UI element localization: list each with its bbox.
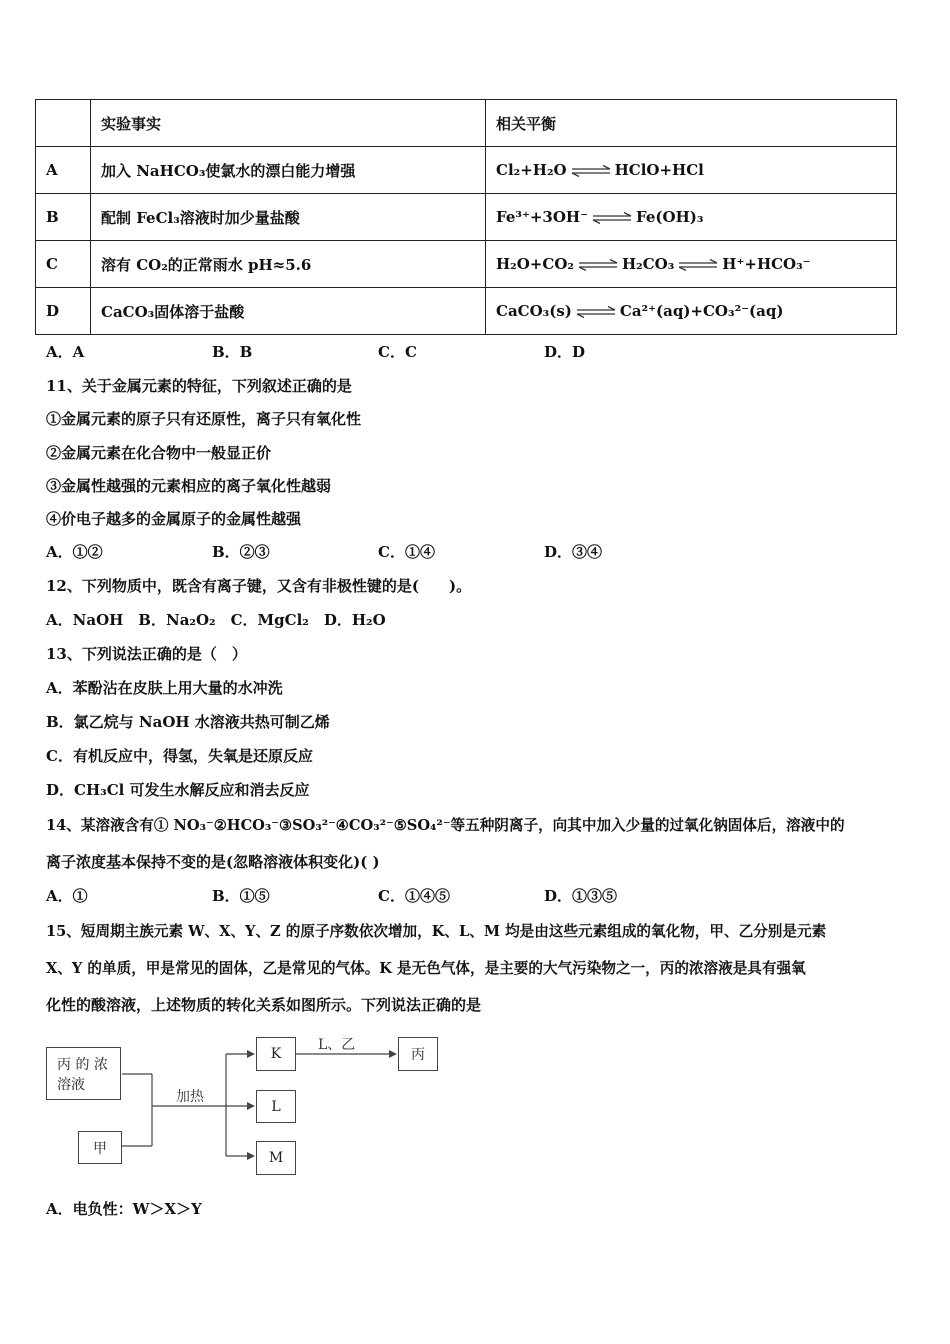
q15-stem-line2: X、Y 的单质，甲是常见的固体，乙是常见的气体。K 是无色气体，是主要的大气污染物之一，丙的浓溶液是具有强氧 [46,960,806,977]
row-label: A [36,147,91,194]
q12-options: A．NaOH B．Na₂O₂ C．MgCl₂ D．H₂O [46,611,386,629]
option-b: B．②③ [212,543,270,561]
eq-mid: H₂CO₃ [621,255,675,273]
option-b: B．①⑤ [212,887,270,905]
row-label: B [36,194,91,241]
table-header-fact: 实验事实 [91,100,486,147]
q14-stem-line2: 离子浓度基本保持不变的是(忽略溶液体积变化)( ) [46,853,380,871]
q11-statement: ②金属元素在化合物中一般显正价 [46,444,272,462]
eq-left: Cl₂+H₂O [496,161,567,179]
box-bing: 丙 [398,1037,438,1071]
option-b: B．B [212,343,253,361]
box-bing-solution-line1: 丙 的 浓 [57,1056,108,1073]
box-l: L [256,1090,296,1123]
box-bing-concentrated-solution [46,1047,121,1100]
q11-statement: ③金属性越强的元素相应的离子氧化性越弱 [46,477,332,495]
option-d: D．D [544,343,586,361]
eq-right: Fe(OH)₃ [636,208,704,226]
eq-left: Fe³⁺+3OH⁻ [496,208,589,226]
q11-statement: ①金属元素的原子只有还原性，离子只有氧化性 [46,410,362,428]
q11-stem: 11、关于金属元素的特征，下列叙述正确的是 [46,377,352,395]
box-bing-solution-line2: 溶液 [57,1076,85,1093]
eq-right: HClO+HCl [614,161,704,179]
row-label: C [36,241,91,288]
option-c: C．①④⑤ [378,887,450,905]
option-d: D．①③⑤ [544,887,618,905]
q13-option-a: A．苯酚沾在皮肤上用大量的水冲洗 [46,679,283,697]
option-c: C．C [378,343,417,361]
option-a: A．①② [46,543,103,561]
row-fact: 加入 NaHCO₃使氯水的漂白能力增强 [91,147,486,194]
eq-left: CaCO₃(s) [496,302,572,320]
label-heat: 加热 [176,1089,204,1105]
table-header-equilibrium: 相关平衡 [486,100,897,147]
option-c: C．①④ [378,543,435,561]
row-fact: 配制 FeCl₃溶液时加少量盐酸 [91,194,486,241]
q13-option-b: B．氯乙烷与 NaOH 水溶液共热可制乙烯 [46,713,330,731]
row-fact: CaCO₃固体溶于盐酸 [91,288,486,335]
option-a: A．A [46,343,85,361]
box-k: K [256,1037,296,1071]
eq-right: Ca²⁺(aq)+CO₃²⁻(aq) [619,302,784,320]
q11-statement: ④价电子越多的金属原子的金属性越强 [46,510,302,528]
row-label: D [36,288,91,335]
q13-option-d: D．CH₃Cl 可发生水解反应和消去反应 [46,781,310,799]
box-jia: 甲 [78,1131,122,1164]
option-a: A．① [46,887,88,905]
q13-stem: 13、下列说法正确的是（ ） [46,645,247,663]
q12-stem: 12、下列物质中，既含有离子键，又含有非极性键的是( )。 [46,577,472,595]
row-fact: 溶有 CO₂的正常雨水 pH≈5.6 [91,241,486,288]
q14-stem-line1: 14、某溶液含有① NO₃⁻②HCO₃⁻③SO₃²⁻④CO₃²⁻⑤SO₄²⁻等五种阴离子，向其中加入少量的过氧化钠固体后，溶液中的 [46,817,845,834]
q13-option-c: C．有机反应中，得氢，失氧是还原反应 [46,747,313,765]
eq-right: H⁺+HCO₃⁻ [722,255,811,273]
box-m: M [256,1141,296,1175]
option-d: D．③④ [544,543,603,561]
eq-left: H₂O+CO₂ [496,255,574,273]
q15-option-a: A．电负性：W＞X＞Y [46,1200,202,1218]
label-l-yi: L、乙 [318,1037,356,1053]
q15-stem-line1: 15、短周期主族元素 W、X、Y、Z 的原子序数依次增加，K、L、M 均是由这些元素组成的氧化物，甲、乙分别是元素 [46,923,827,940]
q15-stem-line3: 化性的酸溶液，上述物质的转化关系如图所示。下列说法正确的是 [46,996,482,1014]
